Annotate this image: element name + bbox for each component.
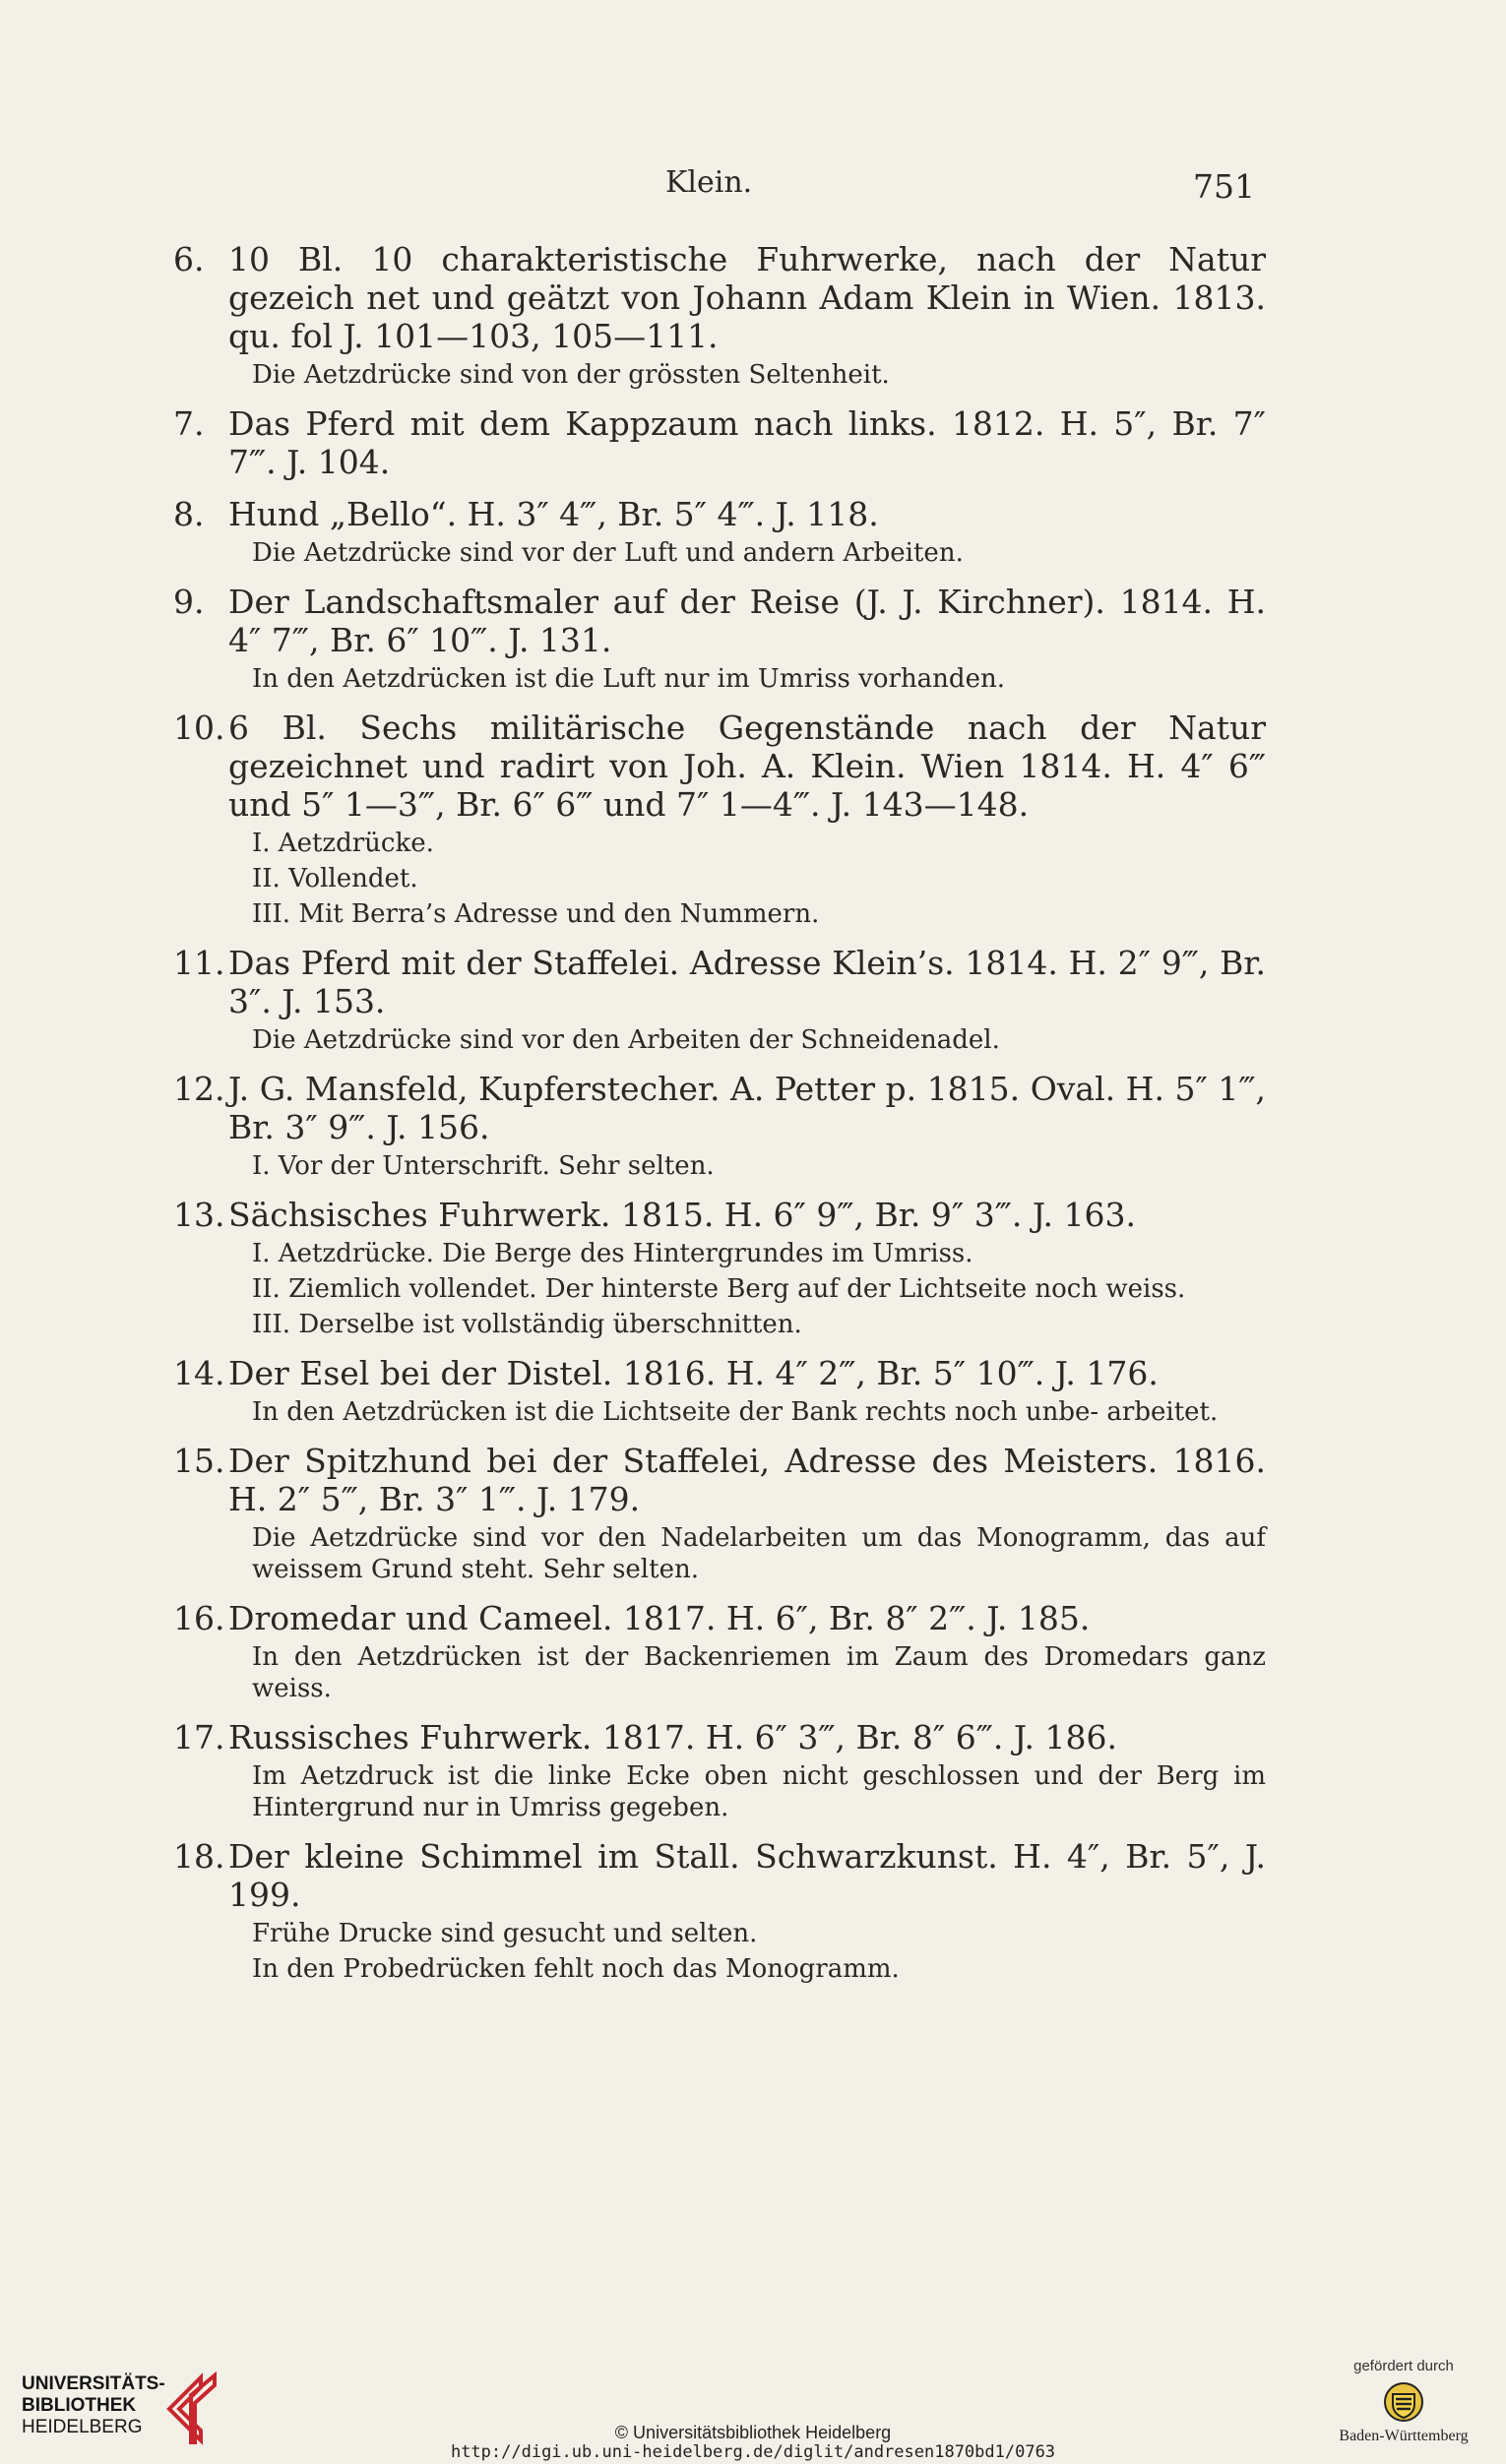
library-name-line1: UNIVERSITÄTS- [22, 2373, 165, 2394]
entry-number: 11. [173, 944, 225, 982]
entry-note: II. Ziemlich vollendet. Der hinterste Berg auf der Lichtseite noch weiss. [252, 1274, 1186, 1304]
catalogue-entry [173, 708, 1266, 930]
entry-note: In den Probedrücken fehlt noch das Monogramm. [252, 1954, 900, 1984]
entry-description [173, 404, 1266, 481]
entry-number: 7. [173, 404, 205, 443]
copyright-notice: © Universitätsbibliothek Heidelberg [614, 2423, 892, 2442]
entry-description [173, 495, 1266, 533]
entry-note: In den Aetzdrücken ist die Luft nur im Umriss vorhanden. [252, 664, 1005, 694]
library-name-line2: BIBLIOTHEK [22, 2395, 137, 2416]
entry-note: Die Aetzdrücke sind vor den Arbeiten der Schneidenadel. [252, 1025, 1000, 1055]
footer-bar [0, 2346, 1506, 2464]
funder-logo[interactable] [1325, 2358, 1482, 2445]
entry-number: 12. [173, 1070, 225, 1108]
catalogue-entry [173, 1442, 1266, 1585]
entry-number: 13. [173, 1196, 225, 1234]
entry-description [173, 708, 1266, 824]
library-name-line3: HEIDELBERG [22, 2417, 143, 2437]
entry-number: 8. [173, 495, 205, 533]
catalogue-entry [173, 240, 1266, 391]
funded-by-label: gefördert durch [1353, 2358, 1454, 2374]
catalogue-entries [173, 240, 1266, 1999]
entry-text: Russisches Fuhrwerk. 1817. H. 6″ 3‴, Br. 8″ 6‴. J. 186. [228, 1718, 1117, 1756]
catalogue-entry [173, 404, 1266, 481]
entry-number: 18. [173, 1837, 225, 1876]
entry-note: II. Vollendet. [252, 864, 418, 893]
catalogue-entry [173, 1070, 1266, 1182]
entry-number: 10. [173, 708, 225, 747]
entry-note: In den Aetzdrücken ist der Backenriemen im Zaum des Dromedars ganz weiss. [252, 1642, 1266, 1703]
entry-text: Der Landschaftsmaler auf der Reise (J. J. Kirchner). 1814. H. 4″ 7‴, Br. 6″ 10‴. J. 131. [228, 583, 1266, 659]
entry-text: Der Spitzhund bei der Staffelei, Adresse des Meisters. 1816. H. 2″ 5‴, Br. 3″ 1‴. J. 179. [228, 1442, 1266, 1518]
catalogue-entry [173, 1196, 1266, 1340]
coat-of-arms-icon [1382, 2380, 1425, 2424]
entry-description [173, 1599, 1266, 1637]
entry-text: Der Esel bei der Distel. 1816. H. 4″ 2‴, Br. 5″ 10‴. J. 176. [228, 1354, 1159, 1392]
entry-description [173, 1718, 1266, 1756]
entry-note: Die Aetzdrücke sind vor den Nadelarbeiten um das Monogramm, das auf weissem Grund steht. Sehr selten. [252, 1523, 1266, 1584]
catalogue-entry [173, 1718, 1266, 1823]
entry-text: 10 Bl. 10 charakteristische Fuhrwerke, nach der Natur gezeich net und geätzt von Johann Adam Klein in Wien. 1813. qu. fol J. 101—103, 105—111. [228, 240, 1266, 355]
entry-note: Im Aetzdruck ist die linke Ecke oben nicht geschlossen und der Berg im Hintergrund nur in Umriss gegeben. [252, 1761, 1266, 1822]
entry-description [173, 583, 1266, 659]
catalogue-entry [173, 944, 1266, 1056]
entry-text: Hund „Bello“. H. 3″ 4‴, Br. 5″ 4‴. J. 118. [228, 495, 879, 533]
entry-description [173, 240, 1266, 355]
entry-number: 17. [173, 1718, 225, 1756]
entry-description [173, 944, 1266, 1020]
entry-description [173, 1837, 1266, 1914]
catalogue-entry [173, 583, 1266, 695]
entry-note: I. Vor der Unterschrift. Sehr selten. [252, 1151, 715, 1181]
entry-note: Die Aetzdrücke sind von der grössten Seltenheit. [252, 360, 890, 390]
entry-note: In den Aetzdrücken ist die Lichtseite der Bank rechts noch unbe- arbeitet. [252, 1397, 1219, 1427]
entry-description [173, 1442, 1266, 1518]
catalogue-entry [173, 495, 1266, 569]
catalogue-entry [173, 1837, 1266, 1985]
running-header: Klein. [665, 165, 753, 200]
entry-text: Dromedar und Cameel. 1817. H. 6″, Br. 8″ 2‴. J. 185. [228, 1599, 1091, 1637]
permalink[interactable]: http://digi.ub.uni-heidelberg.de/diglit/andresen1870bd1/0763 [450, 2442, 1056, 2462]
entry-note: I. Aetzdrücke. [252, 829, 434, 858]
entry-note: III. Derselbe ist vollständig überschnitten. [252, 1310, 802, 1339]
entry-number: 16. [173, 1599, 225, 1637]
entry-note: Frühe Drucke sind gesucht und selten. [252, 1919, 758, 1948]
catalogue-entry [173, 1354, 1266, 1428]
catalogue-entry [173, 1599, 1266, 1704]
entry-text: J. G. Mansfeld, Kupferstecher. A. Petter p. 1815. Oval. H. 5″ 1‴, Br. 3″ 9‴. J. 156. [228, 1070, 1266, 1146]
entry-note: I. Aetzdrücke. Die Berge des Hintergrundes im Umriss. [252, 1239, 973, 1268]
entry-number: 9. [173, 583, 205, 621]
entry-number: 15. [173, 1442, 225, 1480]
entry-description [173, 1196, 1266, 1234]
entry-text: Der kleine Schimmel im Stall. Schwarzkunst. H. 4″, Br. 5″, J. 199. [228, 1837, 1266, 1914]
entry-number: 6. [173, 240, 205, 278]
entry-text: Das Pferd mit dem Kappzaum nach links. 1812. H. 5″, Br. 7″ 7‴. J. 104. [228, 404, 1266, 481]
funder-name: Baden-Württemberg [1339, 2428, 1469, 2444]
page-number: 751 [1193, 167, 1255, 206]
entry-text: 6 Bl. Sechs militärische Gegenstände nach der Natur gezeichnet und radirt von Joh. A. Klein. Wien 1814. H. 4″ 6‴ und 5″ 1—3‴, Br. 6″ 6‴ und 7″ 1—4‴. J. 143—148. [228, 708, 1266, 824]
entry-number: 14. [173, 1354, 225, 1392]
entry-description [173, 1070, 1266, 1146]
entry-note: III. Mit Berra’s Adresse und den Nummern. [252, 899, 820, 929]
entry-note: Die Aetzdrücke sind vor der Luft und andern Arbeiten. [252, 538, 964, 568]
entry-text: Sächsisches Fuhrwerk. 1815. H. 6″ 9‴, Br. 9″ 3‴. J. 163. [228, 1196, 1136, 1234]
entry-description [173, 1354, 1266, 1392]
entry-text: Das Pferd mit der Staffelei. Adresse Klein’s. 1814. H. 2″ 9‴, Br. 3″. J. 153. [228, 944, 1266, 1020]
